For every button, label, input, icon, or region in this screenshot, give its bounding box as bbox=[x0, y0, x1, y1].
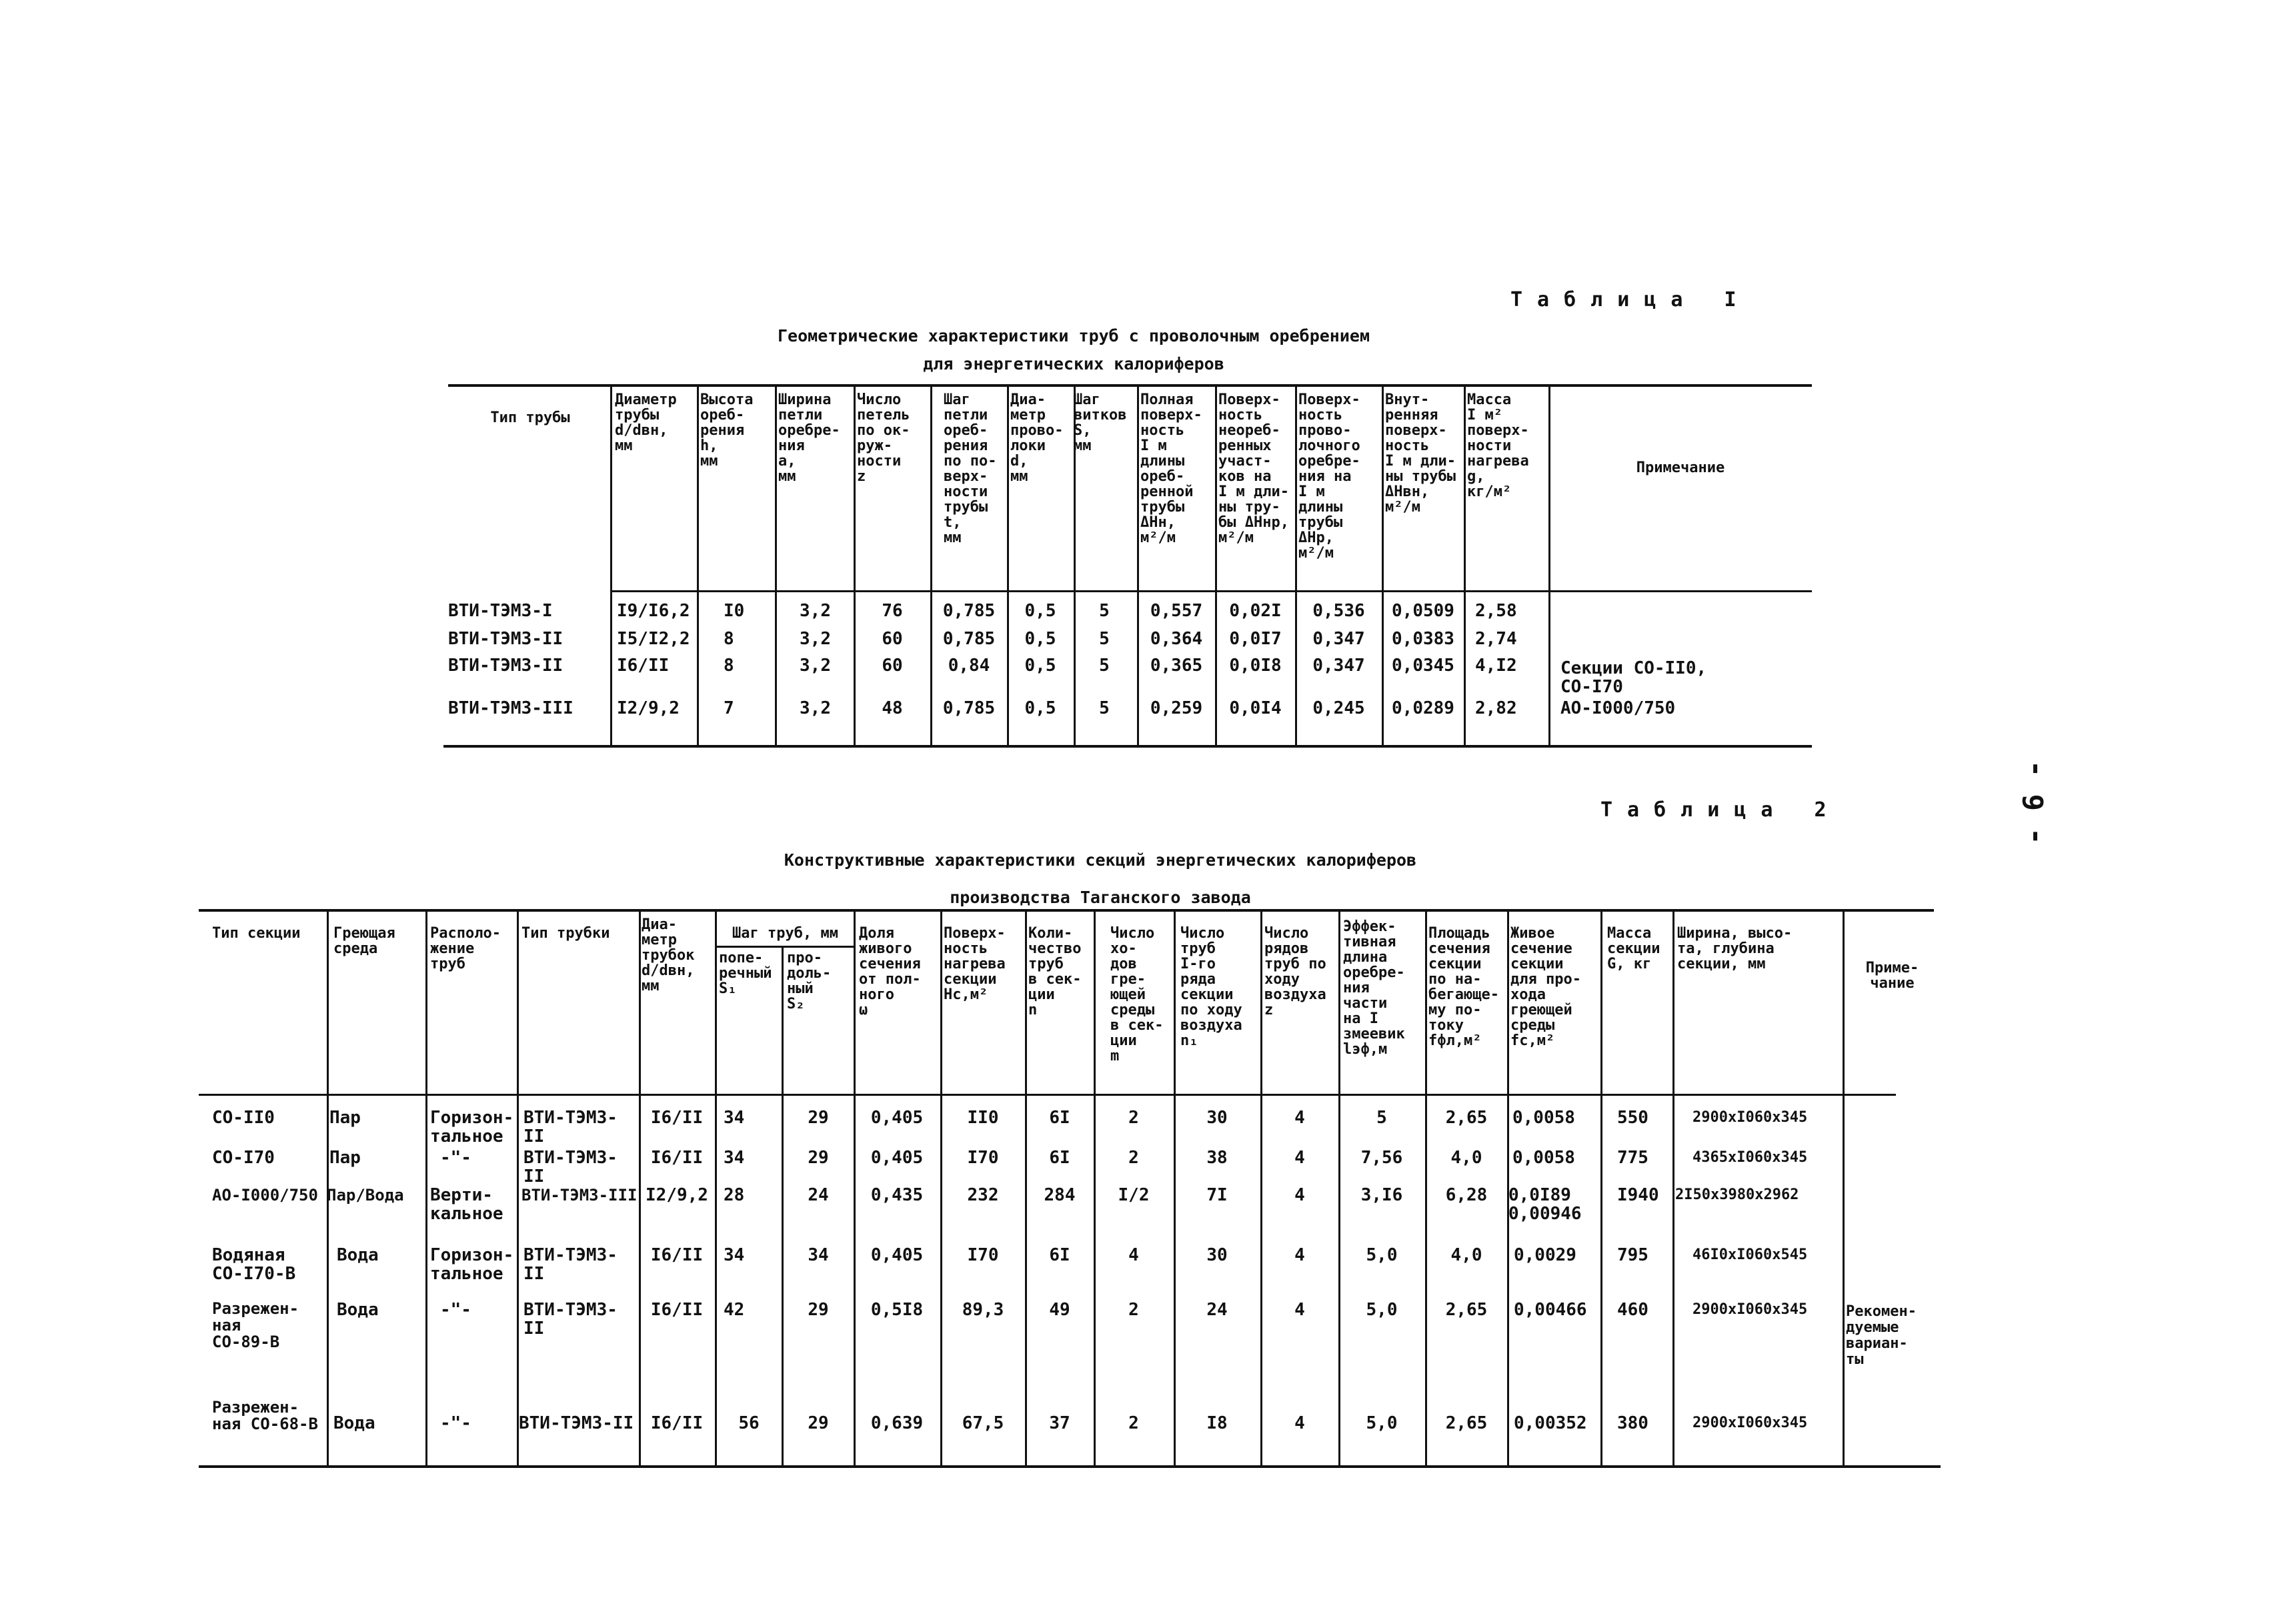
t2-row2-layout: -"- bbox=[440, 1148, 471, 1167]
t1-row3-width: 3,2 bbox=[800, 656, 831, 675]
t2-row1-dims: 2900хI060х345 bbox=[1692, 1109, 1808, 1126]
table1-bottom-rule bbox=[443, 745, 1812, 748]
t2-header-free-section: Доля живого сечения от пол- ного ω bbox=[859, 926, 921, 1018]
t2-row4-medium-sec: 0,0029 bbox=[1514, 1246, 1576, 1265]
t2-row1-layout: Горизон- тальное bbox=[430, 1108, 514, 1146]
t2-row5-mass: 460 bbox=[1617, 1301, 1648, 1319]
t2-row5-layout: -"- bbox=[440, 1301, 471, 1319]
t2-header-heating-surface: Поверх- ность нагрева секции Hс,м² bbox=[944, 926, 1006, 1002]
t1-row2-wiresurf: 0,347 bbox=[1312, 630, 1365, 648]
t2-row1-medium: Пар bbox=[329, 1108, 361, 1127]
t2-row1-s2: 29 bbox=[808, 1108, 829, 1127]
t2-row2-mass: 775 bbox=[1617, 1148, 1648, 1167]
t1-header-nonfinned-surface: Поверх- ность неореб- ренных участ- ков на I м дли- ны тру- бы ΔHнр, м²/м bbox=[1218, 392, 1289, 546]
t2-row4-surface: I70 bbox=[967, 1246, 999, 1265]
t2-row3-medium: Пар/Вода bbox=[327, 1186, 404, 1204]
t1-row4-wiresurf: 0,245 bbox=[1312, 699, 1365, 718]
t1-row1-coil: 5 bbox=[1099, 602, 1110, 620]
t2-row4-medium: Вода bbox=[337, 1246, 379, 1265]
t2-row2-medium: Пар bbox=[329, 1148, 361, 1167]
t1-header-loops-count: Число петель по ок- руж- ности z bbox=[857, 392, 910, 484]
t2-row3-passes: I/2 bbox=[1118, 1186, 1150, 1204]
t2-row1-s1: 34 bbox=[724, 1108, 745, 1127]
t2-header-pitch-group: Шаг труб, мм bbox=[732, 926, 838, 941]
t2-row6-diameter: I6/II bbox=[650, 1414, 704, 1433]
t1-row4-inner: 0,0289 bbox=[1392, 699, 1454, 718]
page-number: - 6 - bbox=[2017, 760, 2050, 845]
t2-row2-rows: 4 bbox=[1294, 1148, 1305, 1167]
table2-header-rule bbox=[199, 1094, 1896, 1096]
t1-row2-diameter: I5/I2,2 bbox=[617, 630, 690, 648]
t2-row5-medium: Вода bbox=[337, 1301, 379, 1319]
t2-row2-frontal: 4,0 bbox=[1450, 1148, 1482, 1167]
t2-row2-medium-sec: 0,0058 bbox=[1512, 1148, 1575, 1167]
t1-vline bbox=[854, 384, 856, 746]
t1-row2-type: ВТИ-ТЭМЗ-II bbox=[448, 630, 563, 648]
t2-row3-mass: I940 bbox=[1617, 1186, 1659, 1204]
t2-row6-eff-length: 5,0 bbox=[1366, 1414, 1398, 1433]
t2-row5-rows: 4 bbox=[1294, 1301, 1305, 1319]
t2-row4-tube: ВТИ-ТЭМЗ-II bbox=[523, 1246, 618, 1283]
t2-row5-tubes: 49 bbox=[1049, 1301, 1070, 1319]
t1-header-loop-pitch: Шаг петли ореб- рения по по- верх- ности трубы t, мм bbox=[944, 392, 997, 546]
t1-row2-height: 8 bbox=[724, 630, 734, 648]
t2-row5-note: Рекомен- дуемые вариан- ты bbox=[1846, 1304, 1917, 1368]
t2-row3-rows: 4 bbox=[1294, 1186, 1305, 1204]
t2-row6-dims: 2900хI060х345 bbox=[1692, 1415, 1808, 1431]
t2-row5-s2: 29 bbox=[808, 1301, 829, 1319]
t1-row4-wire: 0,5 bbox=[1024, 699, 1056, 718]
t2-row3-medium-sec: 0,0I89 0,00946 bbox=[1508, 1186, 1582, 1223]
t1-vline bbox=[1548, 384, 1550, 746]
t2-header-rows: Число рядов труб по ходу воздуха z bbox=[1264, 926, 1326, 1018]
t1-vline bbox=[1464, 384, 1466, 746]
t2-vline bbox=[715, 909, 717, 1467]
t2-row1-mass: 550 bbox=[1617, 1108, 1648, 1127]
t2-row6-medium-sec: 0,00352 bbox=[1514, 1414, 1587, 1433]
t2-vline bbox=[1672, 909, 1674, 1467]
t2-header-pitch-longitudinal: про- доль- ный S₂ bbox=[787, 950, 832, 1012]
t1-row4-pitch: 0,785 bbox=[942, 699, 996, 718]
t1-row3-note: Секции СО-II0, СО-I70 bbox=[1560, 659, 1707, 696]
t2-row1-frontal: 2,65 bbox=[1445, 1108, 1488, 1127]
t2-row1-tube: ВТИ-ТЭМЗ-II bbox=[523, 1108, 618, 1146]
t2-row4-mass: 795 bbox=[1617, 1246, 1648, 1265]
t2-row5-medium-sec: 0,00466 bbox=[1514, 1301, 1587, 1319]
t2-header-passes: Число хо- дов гре- ющей среды в сек- ции m bbox=[1110, 926, 1164, 1064]
t1-row2-mass: 2,74 bbox=[1475, 630, 1517, 648]
t2-vline bbox=[782, 947, 784, 1467]
t1-row3-coil: 5 bbox=[1099, 656, 1110, 675]
t2-header-tube-type: Тип трубки bbox=[521, 926, 610, 941]
t1-row4-note: АО-I000/750 bbox=[1560, 699, 1676, 718]
t2-row3-layout: Верти- кальное bbox=[430, 1186, 503, 1223]
t1-row3-nonfin: 0,0I8 bbox=[1229, 656, 1282, 675]
t2-row6-layout: -"- bbox=[440, 1414, 471, 1433]
t1-row3-diameter: I6/II bbox=[617, 656, 670, 675]
t2-row2-eff-length: 7,56 bbox=[1360, 1148, 1403, 1167]
t1-row2-coil: 5 bbox=[1099, 630, 1110, 648]
t2-row3-diameter: I2/9,2 bbox=[646, 1186, 708, 1204]
table1-header-rule bbox=[610, 590, 1812, 592]
t1-row3-pitch: 0,84 bbox=[948, 656, 990, 675]
t2-row6-medium: Вода bbox=[333, 1414, 375, 1433]
t2-header-medium-section: Живое сечение секции для про- хода греющей среды fс,м² bbox=[1510, 926, 1581, 1048]
t2-row1-tubes: 6I bbox=[1049, 1108, 1070, 1127]
t1-row1-type: ВТИ-ТЭМЗ-I bbox=[448, 602, 553, 620]
t2-row5-first-row: 24 bbox=[1206, 1301, 1228, 1319]
t2-row1-surface: II0 bbox=[967, 1108, 999, 1127]
t1-row1-width: 3,2 bbox=[800, 602, 831, 620]
t2-row3-s2: 24 bbox=[808, 1186, 829, 1204]
t1-row1-height: I0 bbox=[724, 602, 745, 620]
t2-vline bbox=[425, 909, 427, 1467]
t2-row5-tube: ВТИ-ТЭМЗ-II bbox=[523, 1301, 618, 1338]
t2-row1-medium-sec: 0,0058 bbox=[1512, 1108, 1575, 1127]
t2-row2-type: СО-I70 bbox=[212, 1148, 275, 1167]
t1-row2-pitch: 0,785 bbox=[942, 630, 996, 648]
t1-row4-height: 7 bbox=[724, 699, 734, 718]
t1-header-diameter: Диаметр трубы d/dвн, мм bbox=[615, 392, 677, 454]
t2-header-dimensions: Ширина, высо- та, глубина секции, мм bbox=[1677, 926, 1793, 972]
table1-caption-line1: Геометрические характеристики труб с проволочным оребрением bbox=[777, 326, 1370, 345]
t2-row5-omega: 0,5I8 bbox=[870, 1301, 924, 1319]
t2-row4-first-row: 30 bbox=[1206, 1246, 1228, 1265]
t1-header-note: Примечание bbox=[1636, 460, 1725, 476]
t1-row1-pitch: 0,785 bbox=[942, 602, 996, 620]
t2-header-layout: Располо- жение труб bbox=[430, 926, 501, 972]
table1-caption-line2: для энергетических калориферов bbox=[923, 354, 1224, 373]
t2-row6-first-row: I8 bbox=[1206, 1414, 1228, 1433]
t2-row3-frontal: 6,28 bbox=[1445, 1186, 1488, 1204]
t2-header-section-type: Тип секции bbox=[212, 926, 301, 941]
t2-row3-tubes: 284 bbox=[1044, 1186, 1076, 1204]
t2-row3-s1: 28 bbox=[724, 1186, 745, 1204]
t1-header-loop-width: Ширина петли оребре- ния a, мм bbox=[778, 392, 840, 484]
t2-row4-layout: Горизон- тальное bbox=[430, 1246, 514, 1283]
t1-row3-full: 0,365 bbox=[1150, 656, 1203, 675]
t2-row5-diameter: I6/II bbox=[650, 1301, 704, 1319]
t2-row4-eff-length: 5,0 bbox=[1366, 1246, 1398, 1265]
t1-row3-mass: 4,I2 bbox=[1475, 656, 1517, 675]
t2-row6-frontal: 2,65 bbox=[1445, 1414, 1488, 1433]
t2-header-mass: Масса секции G, кг bbox=[1607, 926, 1660, 972]
t2-row4-tubes: 6I bbox=[1049, 1246, 1070, 1265]
t1-header-type: Тип трубы bbox=[490, 410, 570, 426]
t2-vline bbox=[1600, 909, 1602, 1467]
t1-row4-mass: 2,82 bbox=[1475, 699, 1517, 718]
t1-row2-width: 3,2 bbox=[800, 630, 831, 648]
t1-header-wire-diameter: Диа- метр прово- локи d, мм bbox=[1010, 392, 1064, 484]
t1-row2-wire: 0,5 bbox=[1024, 630, 1056, 648]
t2-header-first-row-tubes: Число труб I-го ряда секции по ходу воздуха n₁ bbox=[1180, 926, 1242, 1048]
t1-row2-loops: 60 bbox=[882, 630, 903, 648]
t1-vline bbox=[1007, 384, 1009, 746]
t2-row4-diameter: I6/II bbox=[650, 1246, 704, 1265]
t1-row1-full: 0,557 bbox=[1150, 602, 1203, 620]
t2-row5-passes: 2 bbox=[1128, 1301, 1139, 1319]
t2-row1-eff-length: 5 bbox=[1376, 1108, 1387, 1127]
t1-row3-inner: 0,0345 bbox=[1392, 656, 1454, 675]
t2-row2-tubes: 6I bbox=[1049, 1148, 1070, 1167]
t1-row3-wire: 0,5 bbox=[1024, 656, 1056, 675]
t2-row5-s1: 42 bbox=[724, 1301, 745, 1319]
t1-header-fin-height: Высота ореб- рения h, мм bbox=[700, 392, 754, 469]
t2-header-note: Приме- чание bbox=[1865, 960, 1919, 991]
table2-label: Таблица 2 bbox=[1600, 798, 1841, 822]
t1-vline bbox=[1137, 384, 1139, 746]
t1-vline bbox=[775, 384, 777, 746]
t2-row3-surface: 232 bbox=[967, 1186, 999, 1204]
t2-row1-rows: 4 bbox=[1294, 1108, 1305, 1127]
t2-row5-eff-length: 5,0 bbox=[1366, 1301, 1398, 1319]
table2-caption-line2: производства Таганского завода bbox=[950, 888, 1251, 907]
t1-row2-full: 0,364 bbox=[1150, 630, 1203, 648]
t1-row4-loops: 48 bbox=[882, 699, 903, 718]
t2-header-effective-length: Эффек- тивная длина оребре- ния части на I змеевик lэф,м bbox=[1343, 919, 1405, 1057]
t2-row4-dims: 46I0хI060х545 bbox=[1692, 1247, 1808, 1263]
t2-row5-type: Разрежен- ная СО-89-В bbox=[212, 1301, 299, 1351]
t1-row4-full: 0,259 bbox=[1150, 699, 1203, 718]
t1-row3-height: 8 bbox=[724, 656, 734, 675]
t2-row3-dims: 2I50х3980х2962 bbox=[1675, 1186, 1799, 1203]
t2-row3-omega: 0,435 bbox=[870, 1186, 924, 1204]
table1-caption bbox=[707, 322, 1440, 378]
t2-row6-tube: ВТИ-ТЭМЗ-II bbox=[519, 1414, 634, 1433]
t1-row3-type: ВТИ-ТЭМЗ-II bbox=[448, 656, 563, 675]
t2-row1-first-row: 30 bbox=[1206, 1108, 1228, 1127]
t2-row5-surface: 89,3 bbox=[962, 1301, 1004, 1319]
t1-vline bbox=[1295, 384, 1297, 746]
t1-vline bbox=[697, 384, 699, 746]
t1-vline bbox=[610, 384, 612, 746]
t2-row1-omega: 0,405 bbox=[870, 1108, 924, 1127]
t2-row6-s2: 29 bbox=[808, 1414, 829, 1433]
t2-vline bbox=[1843, 909, 1845, 1467]
t2-row4-s1: 34 bbox=[724, 1246, 745, 1265]
t2-vline bbox=[517, 909, 519, 1467]
t1-row2-inner: 0,0383 bbox=[1392, 630, 1454, 648]
table1-label: Таблица I bbox=[1510, 288, 1751, 311]
table2-caption bbox=[734, 842, 1467, 916]
t1-row1-wire: 0,5 bbox=[1024, 602, 1056, 620]
t2-row3-eff-length: 3,I6 bbox=[1360, 1186, 1403, 1204]
t2-row1-passes: 2 bbox=[1128, 1108, 1139, 1127]
t2-row2-surface: I70 bbox=[967, 1148, 999, 1167]
t1-header-coil-pitch: Шаг витков S, мм bbox=[1074, 392, 1127, 454]
t1-row1-mass: 2,58 bbox=[1475, 602, 1517, 620]
t1-header-mass: Масса I м² поверх- ности нагрева g, кг/м² bbox=[1467, 392, 1529, 500]
t2-row6-tubes: 37 bbox=[1049, 1414, 1070, 1433]
t2-row2-first-row: 38 bbox=[1206, 1148, 1228, 1167]
t2-header-diameter: Диа- метр трубок d/dвн, мм bbox=[642, 917, 695, 994]
t2-row2-s1: 34 bbox=[724, 1148, 745, 1167]
t2-row2-dims: 4365хI060х345 bbox=[1692, 1149, 1808, 1166]
t2-row4-frontal: 4,0 bbox=[1450, 1246, 1482, 1265]
t2-row6-s1: 56 bbox=[738, 1414, 760, 1433]
t2-row4-passes: 4 bbox=[1128, 1246, 1139, 1265]
t2-row4-type: Водяная СО-I70-В bbox=[212, 1246, 296, 1283]
t2-row6-passes: 2 bbox=[1128, 1414, 1139, 1433]
t1-row3-loops: 60 bbox=[882, 656, 903, 675]
t1-row3-wiresurf: 0,347 bbox=[1312, 656, 1365, 675]
t1-row4-nonfin: 0,0I4 bbox=[1229, 699, 1282, 718]
t1-vline bbox=[1382, 384, 1384, 746]
t1-row1-loops: 76 bbox=[882, 602, 903, 620]
t2-row3-tube: ВТИ-ТЭМЗ-III bbox=[521, 1186, 638, 1204]
t1-header-full-surface: Полная поверх- ность I м длины ореб- ренной трубы ΔHн, м²/м bbox=[1140, 392, 1202, 546]
t2-row4-omega: 0,405 bbox=[870, 1246, 924, 1265]
table1-top-rule bbox=[448, 384, 1812, 387]
t2-row2-tube: ВТИ-ТЭМЗ-II bbox=[523, 1148, 618, 1186]
t2-row6-surface: 67,5 bbox=[962, 1414, 1004, 1433]
t1-row4-width: 3,2 bbox=[800, 699, 831, 718]
t1-row1-inner: 0,0509 bbox=[1392, 602, 1454, 620]
t2-row5-dims: 2900хI060х345 bbox=[1692, 1301, 1808, 1318]
table2-pitch-subrule bbox=[715, 946, 854, 948]
t2-row6-omega: 0,639 bbox=[870, 1414, 924, 1433]
t1-row1-nonfin: 0,02I bbox=[1229, 602, 1282, 620]
t1-vline bbox=[1215, 384, 1217, 746]
t2-row3-first-row: 7I bbox=[1206, 1186, 1228, 1204]
t2-row4-rows: 4 bbox=[1294, 1246, 1305, 1265]
t2-row6-rows: 4 bbox=[1294, 1414, 1305, 1433]
t2-row5-frontal: 2,65 bbox=[1445, 1301, 1488, 1319]
t1-row4-diameter: I2/9,2 bbox=[617, 699, 680, 718]
t2-header-pitch-transverse: попе- речный S₁ bbox=[719, 950, 772, 996]
t1-header-inner-surface: Внут- ренняя поверх- ность I м дли- ны трубы ΔHвн, м²/м bbox=[1385, 392, 1456, 515]
t1-header-wire-surface: Поверх- ность прово- лочного оребре- ния на I м длины трубы ΔHр, м²/м bbox=[1298, 392, 1360, 561]
t2-row2-omega: 0,405 bbox=[870, 1148, 924, 1167]
t2-header-frontal-area: Площадь сечения секции по на- бегающе- му по- току fфл,м² bbox=[1428, 926, 1499, 1048]
t1-row1-wiresurf: 0,536 bbox=[1312, 602, 1365, 620]
t2-header-medium: Греющая среда bbox=[333, 926, 395, 956]
t2-row2-passes: 2 bbox=[1128, 1148, 1139, 1167]
t2-row1-diameter: I6/II bbox=[650, 1108, 704, 1127]
t2-header-tubes-count: Коли- чество труб в сек- ции n bbox=[1028, 926, 1082, 1018]
t1-row2-nonfin: 0,0I7 bbox=[1229, 630, 1282, 648]
t2-row1-type: СО-II0 bbox=[212, 1108, 275, 1127]
t1-vline bbox=[930, 384, 932, 746]
t1-row1-diameter: I9/I6,2 bbox=[617, 602, 690, 620]
t2-row2-diameter: I6/II bbox=[650, 1148, 704, 1167]
t1-row4-coil: 5 bbox=[1099, 699, 1110, 718]
t2-row3-type: АО-I000/750 bbox=[212, 1186, 318, 1204]
t2-row6-mass: 380 bbox=[1617, 1414, 1648, 1433]
t2-row2-s2: 29 bbox=[808, 1148, 829, 1167]
t2-row4-s2: 34 bbox=[808, 1246, 829, 1265]
t1-row4-type: ВТИ-ТЭМЗ-III bbox=[448, 699, 573, 718]
t2-row6-type: Разрежен- ная СО-68-В bbox=[212, 1399, 318, 1433]
table2-caption-line1: Конструктивные характеристики секций энергетических калориферов bbox=[784, 850, 1417, 870]
table2-bottom-rule bbox=[199, 1465, 1941, 1468]
